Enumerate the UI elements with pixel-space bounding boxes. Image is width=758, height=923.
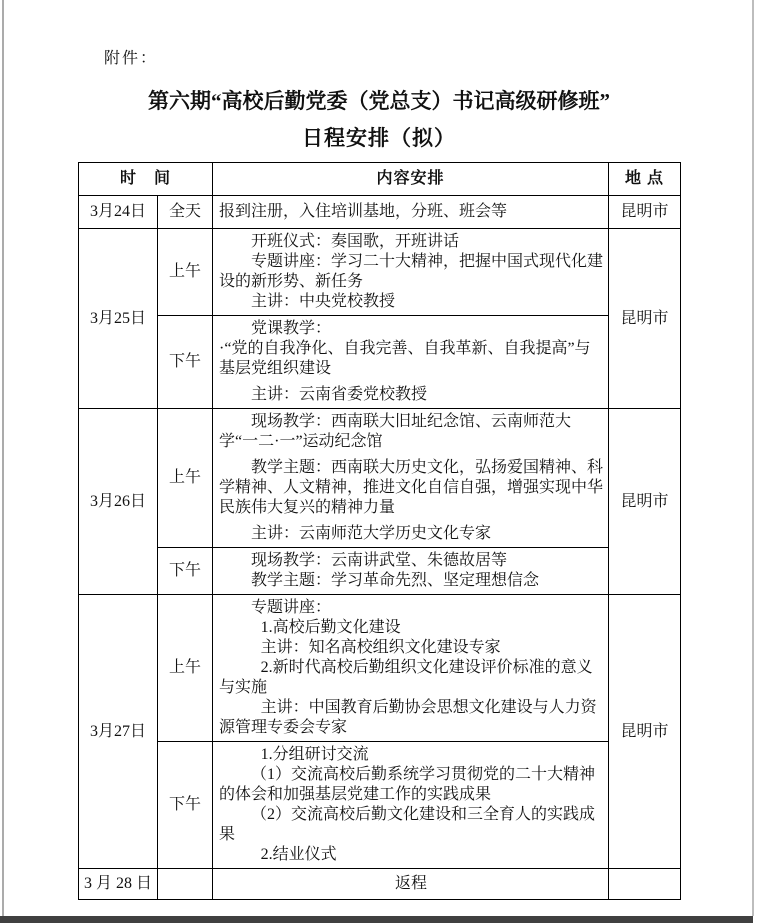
content-paragraph: 1.高校后勤文化建设 — [260, 619, 401, 636]
content-cell — [213, 595, 609, 742]
content-paragraph: 教学主题：西南联大历史文化，弘扬爱国精神、科学精神、人文精神，推进文化自信自强，增强实现中华民族伟大复兴的精神力量 — [219, 459, 604, 516]
content-paragraph: 专题讲座：学习二十大精神，把握中国式现代化建设的新形势、新任务 — [219, 253, 604, 290]
content-paragraph: 党课教学： — [251, 320, 332, 337]
location-cell: 昆明市 — [609, 595, 681, 869]
period-cell: 上午 — [158, 595, 213, 742]
content-cell — [213, 409, 609, 548]
period-cell: 全天 — [158, 196, 213, 229]
document-title: 第六期“高校后勤党委（党总支）书记高级研修班” — [148, 89, 610, 113]
period-cell: 上午 — [158, 409, 213, 548]
location-cell — [609, 869, 681, 900]
header-time: 时 间 — [79, 163, 213, 196]
content-paragraph: 2.新时代高校后勤组织文化建设评价标准的意义与实施 — [219, 659, 593, 696]
date-cell: 3月25日 — [79, 229, 158, 409]
content-paragraph: 教学主题：学习革命先烈、坚定理想信念 — [251, 572, 540, 589]
content-cell — [213, 196, 609, 229]
content-cell — [213, 742, 609, 869]
content-cell — [213, 548, 609, 595]
attachment-label: 附件： — [104, 50, 159, 67]
table-row-mar26-pm — [79, 548, 681, 595]
period-cell: 下午 — [158, 548, 213, 595]
date-cell: 3月26日 — [79, 409, 158, 595]
content-paragraph: 主讲：中央党校教授 — [251, 293, 396, 310]
period-cell: 下午 — [158, 316, 213, 409]
content-paragraph: 主讲：知名高校组织文化建设专家 — [260, 639, 501, 656]
table-row-mar25-am — [79, 229, 681, 316]
scan-edge-right — [752, 0, 754, 916]
content-paragraph: 主讲：云南省委党校教授 — [251, 386, 428, 403]
content-paragraph: （1）交流高校后勤系统学习贯彻党的二十大精神的体会和加强基层党建工作的实践成果 — [219, 766, 596, 803]
content-paragraph: 报到注册，入住培训基地，分班、班会等 — [219, 203, 508, 220]
content-paragraph: 开班仪式：奏国歌，开班讲话 — [251, 233, 460, 250]
content-paragraph: 2.结业仪式 — [260, 846, 337, 863]
content-paragraph: 主讲：中国教育后勤协会思想文化建设与人力资源管理专委会专家 — [219, 699, 597, 736]
content-paragraph: 1.分组研讨交流 — [260, 746, 369, 763]
content-paragraph: 主讲：云南师范大学历史文化专家 — [251, 525, 492, 542]
location-cell: 昆明市 — [609, 229, 681, 409]
table-row-mar27-am — [79, 595, 681, 742]
period-cell: 上午 — [158, 229, 213, 316]
content-paragraph: 专题讲座： — [251, 599, 332, 616]
header-location: 地 点 — [609, 163, 681, 196]
content-cell — [213, 316, 609, 409]
table-row-mar26-am — [79, 409, 681, 548]
table-row-mar27-pm — [79, 742, 681, 869]
table-row-mar25-pm — [79, 316, 681, 409]
header-content: 内容安排 — [213, 163, 609, 196]
period-cell: 下午 — [158, 742, 213, 869]
period-cell — [158, 869, 213, 900]
scan-edge-bottom — [0, 916, 753, 923]
table-row-mar24 — [79, 196, 681, 229]
date-cell: 3 月 28 日 — [79, 869, 158, 900]
content-paragraph: ·“党的自我净化、自我完善、自我革新、自我提高”与基层党组织建设 — [219, 340, 591, 377]
date-cell: 3月27日 — [79, 595, 158, 869]
content-cell — [213, 869, 609, 900]
date-cell: 3月24日 — [79, 196, 158, 229]
schedule-table — [78, 162, 681, 900]
content-paragraph: （2）交流高校后勤文化建设和三全育人的实践成果 — [219, 806, 596, 843]
table-row-mar28 — [79, 869, 681, 900]
content-paragraph: 现场教学：西南联大旧址纪念馆、云南师范大学“一二·一”运动纪念馆 — [219, 413, 572, 450]
scan-edge-left — [2, 0, 4, 923]
location-cell: 昆明市 — [609, 409, 681, 595]
table-header-row — [79, 163, 681, 196]
content-paragraph: 返程 — [395, 875, 428, 892]
document-subtitle: 日程安排（拟） — [302, 126, 456, 150]
location-cell: 昆明市 — [609, 196, 681, 229]
content-paragraph: 现场教学：云南讲武堂、朱德故居等 — [251, 552, 508, 569]
content-cell — [213, 229, 609, 316]
